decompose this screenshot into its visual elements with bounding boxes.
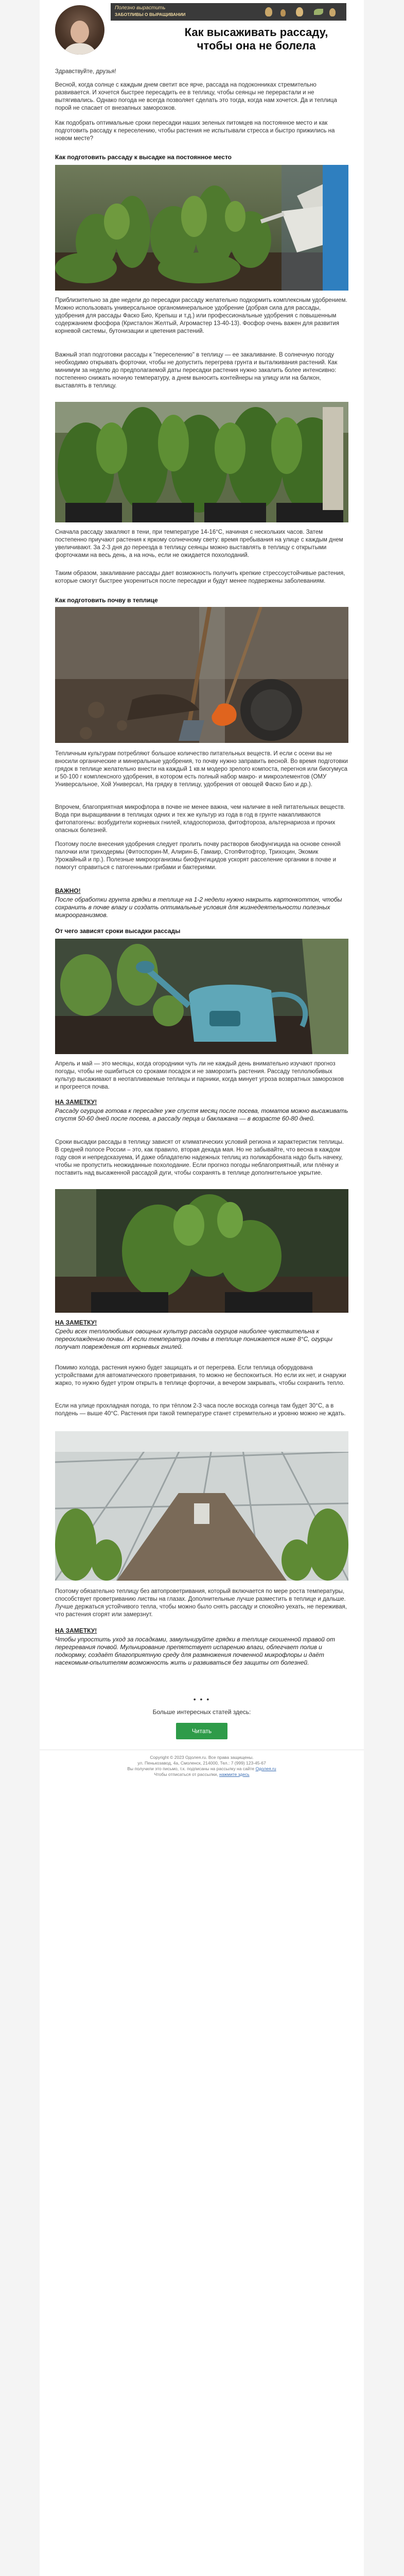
section2-paragraph-2: Впрочем, благоприятная микрофлора в почве не менее важна, чем наличие в ней питательных веществ. Вода при выращивании в теплицах одних и тех же культур из года в год в грунте накапливаются фитопатогены: возбудители корневых гнилей, кладоспориоза, фитофтороза, альтернариоза и прочих опасных болезней.	[55, 804, 345, 834]
brand-text	[115, 5, 207, 18]
note-label: НА ЗАМЕТКУ!	[55, 1627, 97, 1634]
section3-paragraph-3: Помимо холода, растения нужно будет защищать и от перегрева. Если теплица оборудована устройствами для автоматического проветривания, то можно не беспокоиться. Но если их нет, и снаружи жарко, то нужно будет утром открыть в теплице форточки, а вечером закрывать, чтобы сохранить тепло.	[55, 1365, 346, 1386]
intro-paragraph-1: Весной, когда солнце с каждым днем светит все ярче, рассада на подоконниках стремительно развивается. И хочется быстрее пересадить ее в теплицу, чтобы сеянцы не перерастали и не вытягивались. Однако погода не всегда позволяет сделать это тогда, когда нам хочется. Да и теплица порой не спасает от внезапных заморозков.	[55, 82, 337, 111]
more-articles-text: Больше интересных статей здесь:	[152, 1708, 251, 1716]
greenhouse-tomatoes-photo	[55, 402, 348, 522]
note-label: НА ЗАМЕТКУ!	[55, 1319, 97, 1326]
note-text: Среди всех теплолюбивых овощных культур рассада огурцов наиболее чувствительна к переохлаждению почвы. И если температура почвы в теплице понижается ниже 8°С, огурцы получат повреждения от корневых гнилей.	[55, 1328, 332, 1350]
watering-can-image	[55, 939, 348, 1054]
avatar-shirt	[62, 43, 97, 55]
footer-unsubscribe	[40, 1772, 364, 1777]
section-heading: Как подготовить почву в теплице	[55, 597, 158, 604]
intro-paragraph-2: Как подобрать оптимальные сроки пересадки наших зеленых питомцев на постоянное место и как подготовить рассаду к переселению, чтобы растения не испытывали стресса и быстро прижились на новом месте?	[55, 120, 335, 142]
footer-address: ул. Пенькозавод, 4а, Смоленск, 214000, Тел.: 7 (999) 123-45-67	[137, 1760, 266, 1766]
seedlings-watering-image	[55, 165, 348, 291]
section2-paragraph-3: Поэтому после внесения удобрения следует пролить почву растворов биофунгицида на основе сенной палочки или триходермы (Фитоспорин-М, Алирин-Б, Гамаир, СтопФитофтор, Трихоцин, Экомик Урожайный и пр.). Полезные микроорганизмы биофунгицидов ускорят расселение органики в почве и помогут справиться с патогенными грибами и бактериями.	[55, 841, 341, 871]
pot-icon	[280, 9, 286, 16]
section1-paragraph-3: Сначала рассаду закаляют в тени, при температуре 14-16°С, начиная с нескольких часов. Затем постепенно приучают растения к яркому солнечному свету: время пребывания на улице с каждым днем увеличивают. За 2-3 дня до переезда в теплицу сеянцы можно выставлять в теплицу с открытыми форточками на весь день, а на ночь, если не ожидается похолоданий.	[55, 529, 343, 558]
greeting: Здравствуйте, друзья!	[55, 69, 116, 75]
section1-paragraph-2: Важный этап подготовки рассады к "переселению" в теплицу — ее закаливание. В солнечную погоду необходимо открывать форточки, чтобы не допустить перегрева грунта и выталкивания растений. Как минимум за неделю до предполагаемой даты пересадки растения нужно закалить более интенсивно: постепенно снижать ночную температуру, а днем выносить контейнеры на улицу или на балкон, выставлять в теплицу.	[55, 352, 338, 389]
footer-unsubscribe-text: Чтобы отписаться от рассылки,	[154, 1772, 218, 1777]
section3-paragraph-2: Сроки высадки рассады в теплицу зависят от климатических условий региона и характеристик теплицы. В средней полосе России – это, как правило, вторая декада мая. Но не забывайте, что весна в каждом году своя и непредсказуема, И даже обладателю надежных теплиц из поликарбоната надо быть начеку, чтобы не пропустить неожиданные похолодание. Если прогноз погоды неблагоприятный, или плёнку и поставить над высаженной рассадой дуги, чтобы сохранять в теплице дополнительное укрытие.	[55, 1139, 344, 1176]
greenhouse-interior-photo	[55, 1431, 348, 1581]
section-heading: Как подготовить рассаду к высадке на постоянное место	[55, 154, 232, 161]
email-header	[40, 0, 364, 61]
footer-site-link[interactable]: Одолея.ru	[255, 1766, 276, 1771]
brand-banner	[111, 3, 346, 21]
unsubscribe-link[interactable]: нажмите здесь	[219, 1772, 250, 1777]
separator-dots: • • •	[193, 1695, 210, 1703]
greenhouse-tomatoes-image	[55, 402, 348, 522]
garden-tools-image	[55, 607, 348, 743]
tip-note	[55, 1627, 348, 1667]
note-text: После обработки грунта грядки в теплице на 1-2 недели нужно накрыть картонкоттон, чтобы сохранить в почве влагу и создать оптимальные условия для жизнедеятельности полезных микроорганизмов.	[55, 896, 342, 919]
brand-line-1: Полезно вырастить	[115, 5, 166, 11]
note-text: Чтобы упростить уход за посадками, замульчируйте грядки в теплице скошенной травой от перегревания почвой. Мульчирование препятствует испарению влаги, облегчает полив и подкормку, создаёт благоприятную среду для размножения почвенной микрофлоры и даёт насекомым-опылителям возможность жить и развиваться без защиты от болезней.	[55, 1636, 335, 1666]
important-note	[55, 887, 348, 919]
note-text: Рассаду огурцов готова к пересадке уже спустя месяц после посева, томатов можно высаживать спустя 50-60 дней после посева, а рассаду перца и баклажана — в возрасте 60-80 дней.	[55, 1107, 348, 1122]
avatar-face	[71, 21, 89, 43]
section3-paragraph-1: Апрель и май — это месяцы, когда огородники чуть ли не каждый день внимательно изучают прогноз погоды, чтобы не ошибиться со сроками посадок и не заморозить растения. Рассаду теплолюбивых культур высаживают в неотапливаемые теплицы и парники, когда минует угроза возвратных заморозков и прогреется почва.	[55, 1061, 344, 1090]
brand-line-2: ЗАБОТЛИВЫ О ВЫРАЩИВАНИИ	[115, 12, 186, 17]
section2-paragraph-1: Тепличным культурам потребляют большое количество питательных веществ. И если с осени вы не вносили органические и минеральные удобрения, то почву нужно заправить весной. Во время подготовки грядок в теплице желательно внести на каждый 1 кв.м модеро зрелого компоста, перегноя или биогумуса и 50-100 г комплексного удобрения, в котором есть полный набор макро- и микроэлементов (ОМУ Универсальное, Хой Универсал, На грядку в теплицу, удобрения от овощей Фаско Био и др.).	[55, 751, 348, 788]
footer-subscription	[40, 1766, 364, 1772]
avatar	[55, 5, 104, 55]
footer-copyright: Copyright © 2023 Одолея.ru. Все права защищены.	[150, 1755, 254, 1760]
watering-can-photo	[55, 939, 348, 1054]
section1-paragraph-4: Таким образом, закаливание рассады дает возможность получить крепкие стрессоустойчивые растения, которые смогут быстрее укорениться после пересадки и будут менее подвержены заболеваниям.	[55, 570, 345, 584]
tomato-plant-image	[55, 1189, 348, 1313]
section4-paragraph-1: Поэтому обязательно теплицу без автопроветривания, который включается по мере роста температуры, способствует проветриванию листвы на глазах. Дополнительные лучше разместить в теплице и дальше. Лучше держаться устойчивого тепла, чтобы можно было снять рассаду и спокойно уехать, не переживая, что растения сгорят или замерзнут.	[55, 1588, 347, 1618]
note-label: НА ЗАМЕТКУ!	[55, 1098, 97, 1106]
garden-tools-photo	[55, 607, 348, 743]
tip-note	[55, 1319, 348, 1351]
email-sheet	[40, 0, 364, 2576]
section3-paragraph-4: Если на улице прохладная погода, то при тёплом 2-3 часа после восхода солнца там будет 30°С, а в полдень — выше 40°С. Растения при такой температуре станет стремительно и уровню можно не ждать.	[55, 1403, 346, 1417]
pot-icon	[329, 8, 336, 16]
section1-paragraph-1: Приблизительно за две недели до пересадки рассаду желательно подкормить комплексным удобрением. Можно использовать универсальное органоминеральное удобрение (добрая сила для рассады, удобрения для рассады Фаско Био, Крепыш и т.д.) или профессиональные удобрения с повышенным содержанием фосфора (Кристалон Желтый, Агромастер 13-40-13). Фосфор очень важен для развития корневой системы, бутонизации и цветения растений.	[55, 297, 347, 334]
read-button[interactable]: Читать	[176, 1723, 227, 1739]
tomato-plant-photo	[55, 1189, 348, 1313]
tip-note	[55, 1098, 348, 1123]
pot-icon	[265, 7, 272, 16]
seedlings-watering-photo	[55, 165, 348, 291]
section-heading: От чего зависят сроки высадки рассады	[55, 927, 181, 935]
pot-icon	[296, 7, 303, 16]
greenhouse-interior-image	[55, 1431, 348, 1581]
note-label: ВАЖНО!	[55, 887, 81, 894]
page-title: Как высаживать рассаду, чтобы она не болела	[184, 26, 328, 52]
footer	[40, 1755, 364, 1777]
footer-subscription-text: Вы получили это письмо, т.к. подписаны на рассылку на сайте	[127, 1766, 255, 1771]
leaf-icon	[314, 9, 323, 15]
